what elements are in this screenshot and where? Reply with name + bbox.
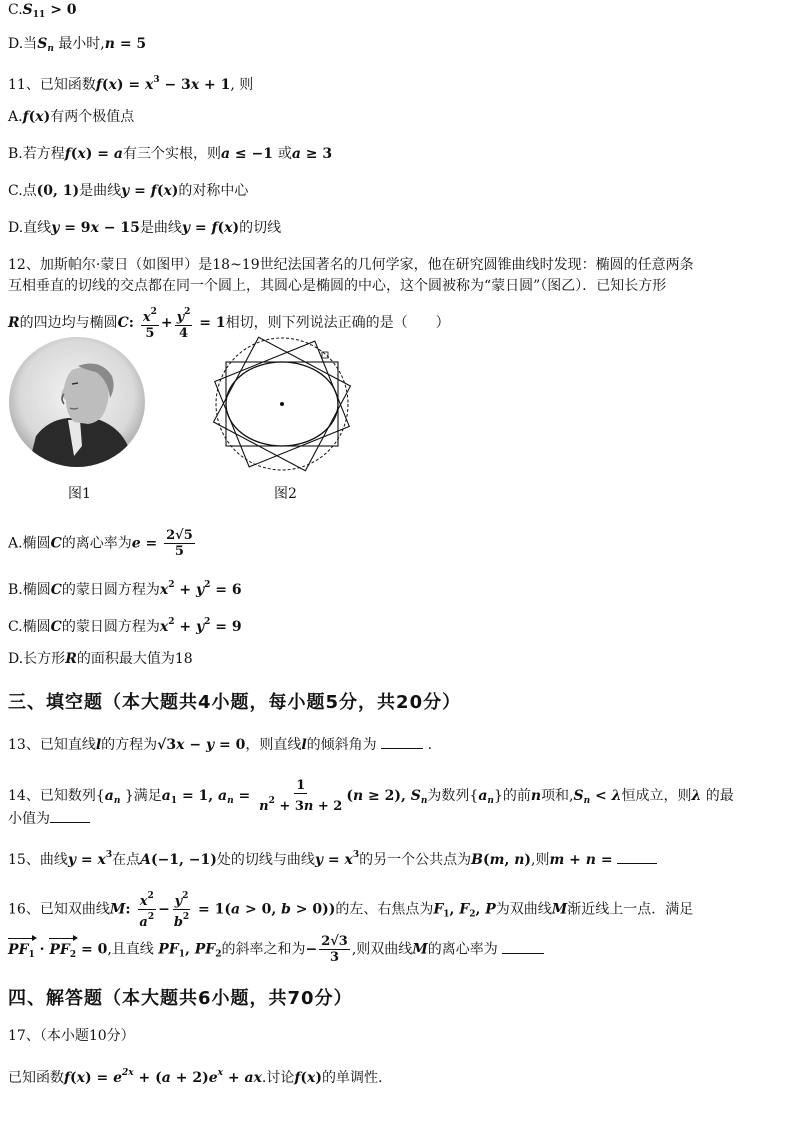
option-d-sn: D.当$S_n$ 最小时,n = 5 xyxy=(8,36,147,54)
portrait-figure xyxy=(8,336,146,468)
question-13: 13、已知直线l的方程为√3x − y = 0，则直线l的倾斜角为 . xyxy=(8,734,432,755)
answer-blank[interactable] xyxy=(50,808,90,823)
question-14-cont: 小值为 xyxy=(8,808,90,829)
question-17: 已知函数$f(x) = e^{2x} + (a + 2)e^x$ + ax.讨论f(x)的单调性. xyxy=(8,1068,383,1086)
question-14: 14、已知数列{$a_n$ }满足$a_1 = 1$, $a_n$ = $\frac{1}{n^2 + 3n + 2}$ (n ≥ 2), $S_n$为数列$\{a_n\}$的前n项和$,S_n < \lambda$恒成立，则λ 的最 xyxy=(8,778,734,814)
question-11: 11、已知函数$f(x) = x^3 - 3x + 1$, 则 xyxy=(8,75,254,93)
q11-option-b: B.若方程f(x) = a有三个实根，则a ≤ −1 或a ≥ 3 xyxy=(8,146,333,162)
answer-blank[interactable] xyxy=(502,939,544,954)
q11-option-c: C.点(0, 1)是曲线y = f(x)的对称中心 xyxy=(8,183,249,199)
monge-circle-figure xyxy=(212,336,352,476)
figure-1-caption: 图1 xyxy=(68,486,91,502)
answer-blank[interactable] xyxy=(617,849,657,864)
q12-option-c: C.椭圆C的蒙日圆方程为$x^2 + y^2 = 9$ xyxy=(8,617,242,635)
q12-line2: 互相垂直的切线的交点都在同一个圆上，其圆心是椭圆的中心，这个圆被称为“蒙日圆”（图乙）．已知长方形 xyxy=(8,278,667,294)
section-3-heading: 三、填空题（本大题共4小题，每小题5分，共20分） xyxy=(8,692,462,713)
question-17-heading: 17、（本小题10分） xyxy=(8,1028,135,1044)
q12-line3: R的四边均与椭圆C: $\frac{x^2}{5}$ + $\frac{y^2}{4}$ = 1相切，则下列说法正确的是（ ） xyxy=(8,307,450,341)
option-c-s11: $C.S_{11} > 0$ xyxy=(8,2,77,20)
q12-option-a: A.椭圆C的离心率为e = $\frac{2√5}{5}$ xyxy=(8,528,193,559)
question-16: 16、已知双曲线M: $\frac{x^2}{a^2}$ − $\frac{y^2}{b^2}$ = 1(a > 0, b > 0))的左、右焦点为$F_1$, $F_2$, P为双曲线M渐近线上一点．满足 xyxy=(8,891,694,930)
q12-line1: 12、加斯帕尔·蒙日（如图甲）是18~19世纪法国著名的几何学家，他在研究圆锥曲线时发现：椭圆的任意两条 xyxy=(8,257,694,273)
section-4-heading: 四、解答题（本大题共6小题，共70分） xyxy=(8,988,353,1009)
answer-blank[interactable] xyxy=(381,734,423,749)
question-15: 15、曲线$y = x^3$在点A(−1, −1)处的切线与曲线$y = x^3$的另一个公共点为B(m, n),则m + n = xyxy=(8,845,657,870)
q11-option-a: A.f(x)有两个极值点 xyxy=(8,109,135,125)
figure-2-caption: 图2 xyxy=(274,486,297,502)
q12-option-b: B.椭圆C的蒙日圆方程为$x^2 + y^2 = 6$ xyxy=(8,580,242,598)
q11-option-d: D.直线y = 9x − 15是曲线y = f(x)的切线 xyxy=(8,220,282,236)
question-16-cont: $PF_1 \cdot PF_2 = 0$,且直线 $PF_1$, $PF_2$的斜率之和为− $\frac{2√3}{3}$ ,则双曲线M的离心率为 xyxy=(8,934,544,965)
q12-option-d: D.长方形R的面积最大值为18 xyxy=(8,651,193,667)
